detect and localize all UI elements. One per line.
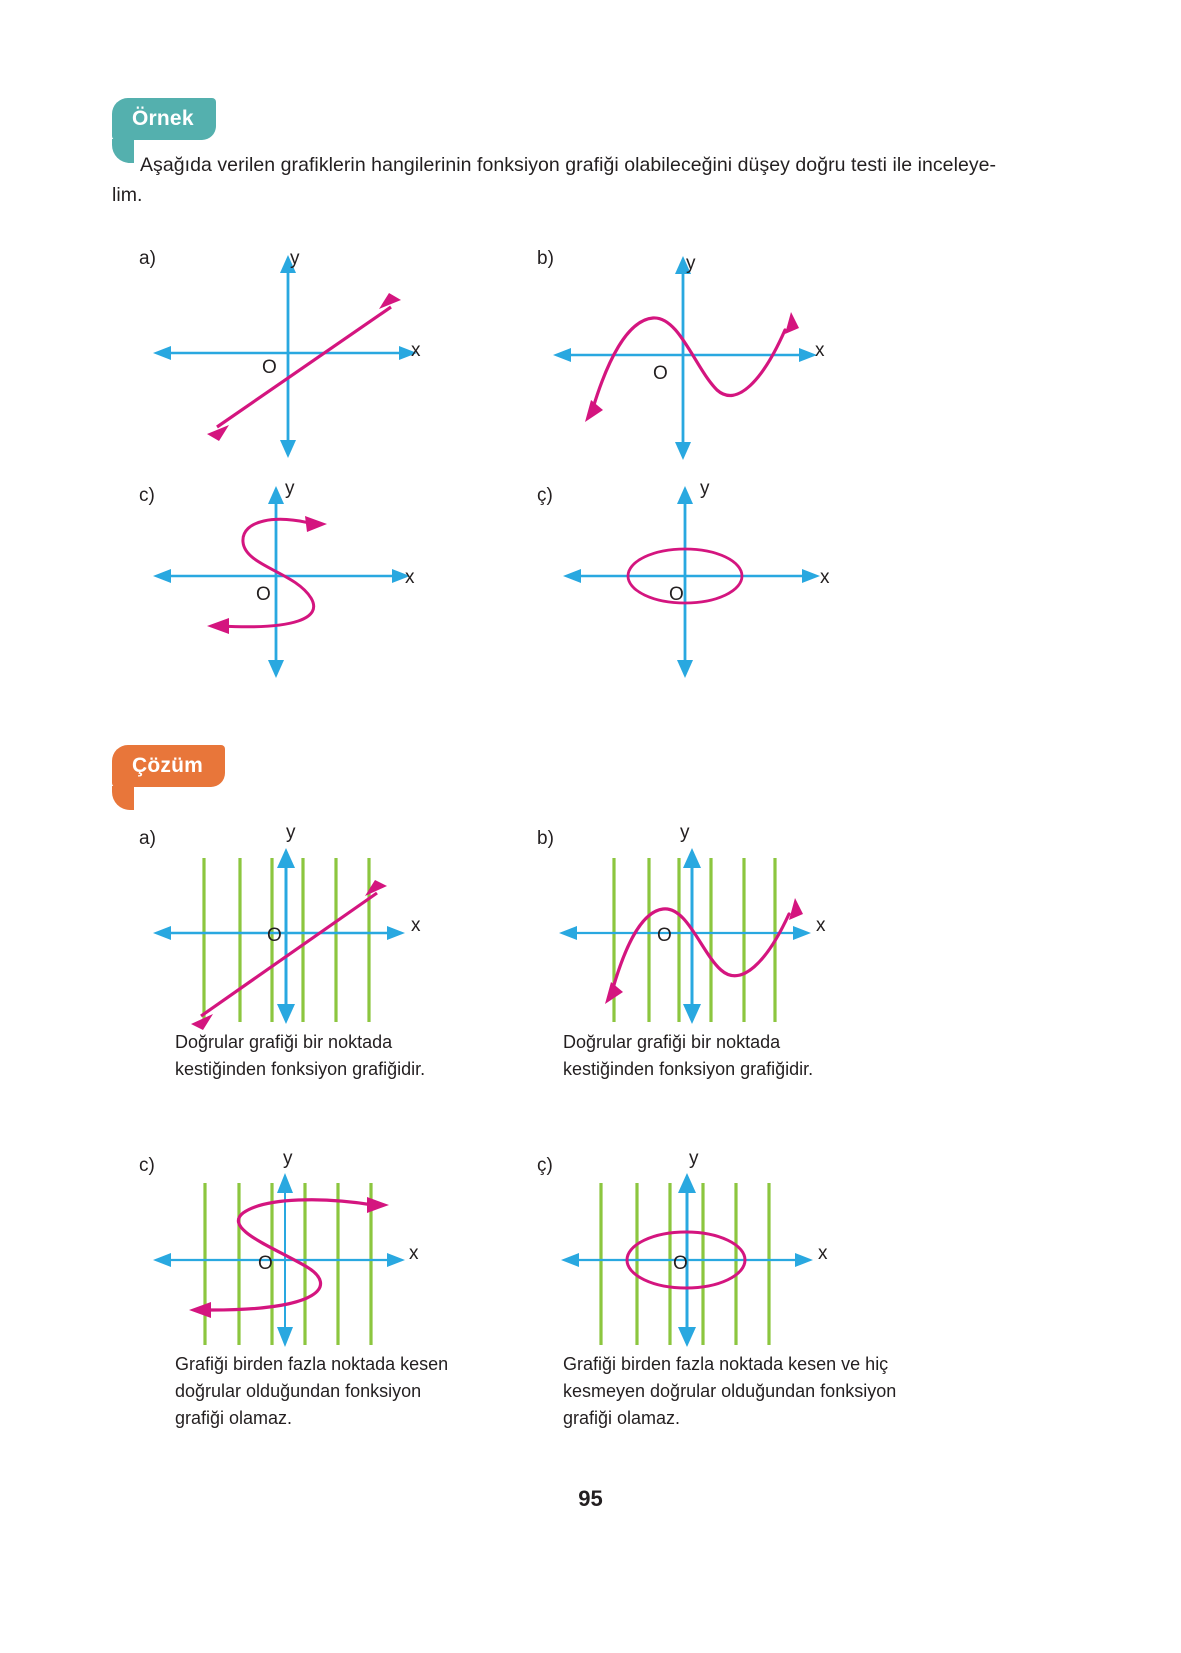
- solution-graph-c: [145, 1155, 435, 1355]
- x-axis: [153, 346, 417, 360]
- example-graph-b-label: b): [537, 248, 554, 269]
- vertical-test-lines: [205, 1183, 371, 1345]
- x-axis: [559, 926, 811, 940]
- solution-graph-cc-caption: Grafiği birden fazla noktada kesen ve hiç kesmeyen doğrular olduğundan fonksiyon grafiği olamaz.: [563, 1354, 897, 1428]
- example-graph-b-x-label: x: [815, 340, 825, 361]
- example-graph-b-origin: O: [653, 363, 668, 384]
- example-graph-b: [545, 250, 835, 460]
- example-graph-cc: [555, 480, 845, 680]
- example-graph-cc-origin: O: [669, 584, 684, 605]
- solution-graph-cc-y-label: y: [689, 1148, 699, 1169]
- example-graph-cc-y-label: y: [700, 478, 710, 499]
- curve-line: [207, 293, 401, 441]
- y-axis: [280, 255, 296, 458]
- solution-graph-b-origin: O: [657, 925, 672, 946]
- solution-graph-cc: [553, 1155, 843, 1355]
- example-graph-cc-label: ç): [537, 485, 553, 506]
- solution-graph-a-origin: O: [267, 925, 282, 946]
- curve-scurve: [605, 898, 803, 1004]
- solution-graph-a-caption: Doğrular grafiği bir noktada kestiğinden fonksiyon grafiğidir.: [175, 1032, 426, 1079]
- x-axis: [563, 569, 820, 583]
- solution-badge-tail: [112, 786, 134, 810]
- y-axis: [268, 486, 284, 678]
- example-graph-b-y-label: y: [686, 253, 696, 274]
- curve-scurve: [585, 312, 799, 422]
- example-graph-c-label: c): [139, 485, 155, 506]
- example-graph-c-y-label: y: [285, 478, 295, 499]
- example-graph-cc-x-label: x: [820, 567, 830, 588]
- curve-sideways-s: [189, 1197, 389, 1318]
- solution-graph-c-y-label: y: [283, 1148, 293, 1169]
- example-badge: [112, 98, 216, 140]
- example-graph-a-label: a): [139, 248, 156, 269]
- example-graph-c-x-label: x: [405, 567, 415, 588]
- solution-graph-a-label: a): [139, 828, 156, 849]
- example-prompt: Aşağıda verilen grafiklerin hangilerinin fonksiyon grafiği olabileceğini düşey doğru testi ile inceleye-lim.: [112, 154, 997, 206]
- x-axis: [153, 1253, 405, 1267]
- solution-graph-a-x-label: x: [411, 915, 421, 936]
- vertical-test-lines: [614, 858, 775, 1022]
- example-graph-a-origin: O: [262, 357, 277, 378]
- solution-graph-b-x-label: x: [816, 915, 826, 936]
- solution-graph-b-label: b): [537, 828, 554, 849]
- y-axis: [675, 256, 691, 460]
- solution-badge-label: Çözüm: [132, 754, 203, 777]
- solution-graph-b-caption: Doğrular grafiği bir noktada kestiğinden fonksiyon grafiğidir.: [563, 1032, 814, 1079]
- solution-graph-b-y-label: y: [680, 822, 690, 843]
- solution-graph-c-caption: Grafiği birden fazla noktada kesen doğrular olduğundan fonksiyon grafiği olamaz.: [175, 1354, 449, 1428]
- solution-graph-c-label: c): [139, 1155, 155, 1176]
- solution-graph-c-origin: O: [258, 1253, 273, 1274]
- example-graph-c-origin: O: [256, 584, 271, 605]
- y-axis: [683, 848, 701, 1024]
- page-number: 95: [578, 1486, 603, 1511]
- y-axis: [677, 486, 693, 678]
- solution-graph-a-y-label: y: [286, 822, 296, 843]
- solution-graph-cc-x-label: x: [818, 1243, 828, 1264]
- solution-badge: [112, 745, 225, 787]
- solution-graph-cc-origin: O: [673, 1253, 688, 1274]
- solution-graph-b: [551, 830, 841, 1030]
- example-graph-a-y-label: y: [290, 248, 300, 269]
- solution-graph-c-x-label: x: [409, 1243, 419, 1264]
- example-graph-a: [145, 245, 435, 460]
- example-graph-a-x-label: x: [411, 340, 421, 361]
- solution-graph-cc-label: ç): [537, 1155, 553, 1176]
- solution-graph-a: [145, 830, 435, 1030]
- example-badge-label: Örnek: [132, 107, 194, 130]
- x-axis: [553, 348, 817, 362]
- example-graph-c: [145, 480, 435, 680]
